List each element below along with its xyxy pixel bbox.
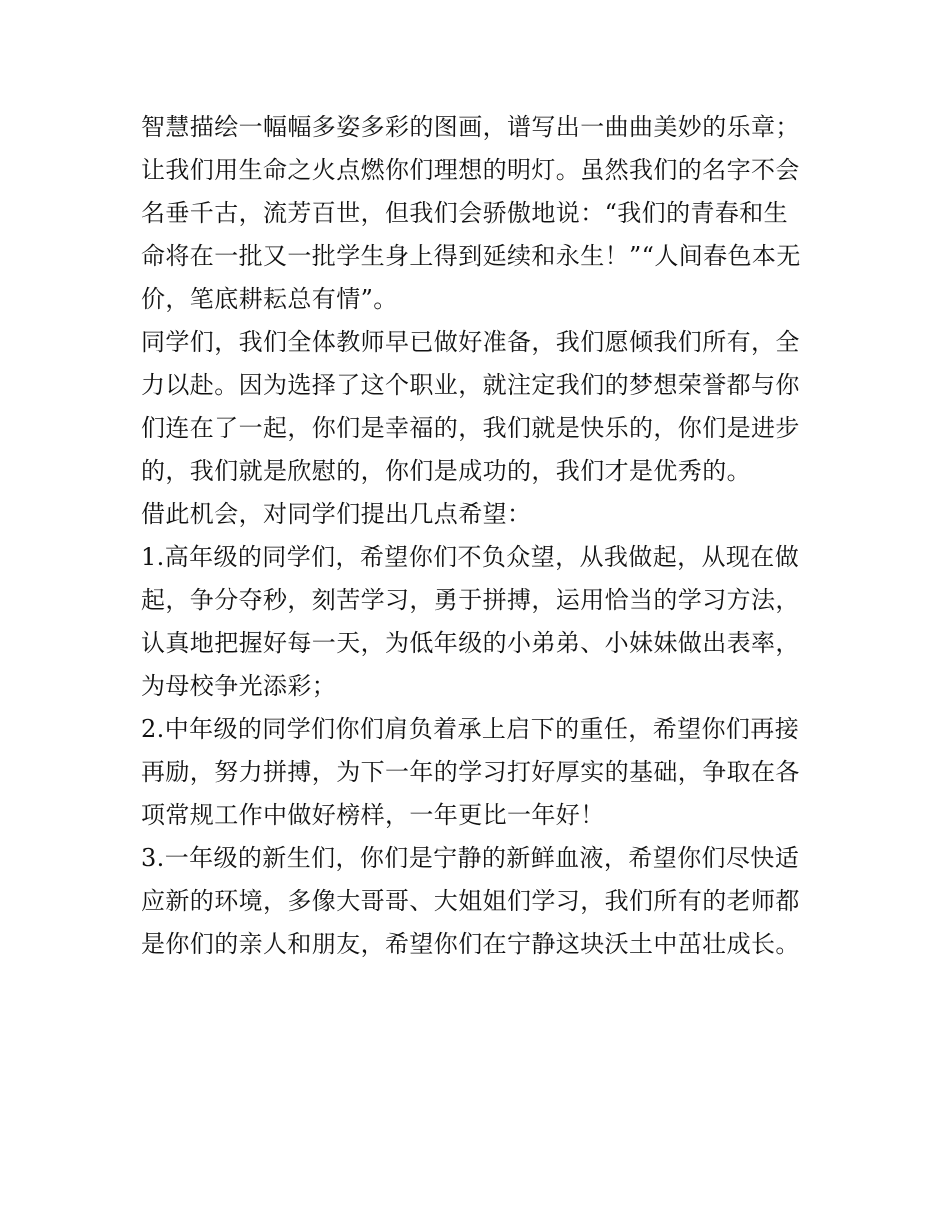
text-line: 让我们用生命之火点燃你们理想的明灯。虽然我们的名字不会 <box>141 156 800 184</box>
text-line: 同学们，我们全体教师早已做好准备，我们愿倾我们所有，全 <box>141 328 800 356</box>
text-line: 2.中年级的同学们你们肩负着承上启下的重任，希望你们再接 <box>141 715 800 743</box>
text-line: 力以赴。因为选择了这个职业，就注定我们的梦想荣誉都与你 <box>141 371 800 399</box>
text-line: 为母校争光添彩； <box>141 672 337 700</box>
text-line: 再励，努力拼搏，为下一年的学习打好厚实的基础，争取在各 <box>141 758 800 786</box>
text-line: 名垂千古，流芳百世，但我们会骄傲地说：“我们的青春和生 <box>141 199 789 227</box>
text-line: 3.一年级的新生们，你们是宁静的新鲜血液，希望你们尽快适 <box>141 844 800 872</box>
text-line: 命将在一批又一批学生身上得到延续和永生！”“人间春色本无 <box>141 242 801 270</box>
text-line: 1.高年级的同学们，希望你们不负众望，从我做起，从现在做 <box>141 543 800 571</box>
text-line: 智慧描绘一幅幅多姿多彩的图画，谱写出一曲曲美妙的乐章； <box>141 113 800 141</box>
text-line: 的，我们就是欣慰的，你们是成功的，我们才是优秀的。 <box>141 457 751 485</box>
text-line: 价，笔底耕耘总有情”。 <box>141 285 398 313</box>
text-line: 是你们的亲人和朋友，希望你们在宁静这块沃土中茁壮成长。 <box>141 930 800 958</box>
document-text-body <box>141 106 821 966</box>
text-line: 应新的环境，多像大哥哥、大姐姐们学习，我们所有的老师都 <box>141 887 800 915</box>
text-line: 借此机会，对同学们提出几点希望： <box>141 500 532 528</box>
text-line: 起，争分夺秒，刻苦学习，勇于拼搏，运用恰当的学习方法， <box>141 586 800 614</box>
text-line: 项常规工作中做好榜样，一年更比一年好！ <box>141 801 605 829</box>
text-line: 认真地把握好每一天，为低年级的小弟弟、小妹妹做出表率， <box>141 629 800 657</box>
text-line: 们连在了一起，你们是幸福的，我们就是快乐的，你们是进步 <box>141 414 800 442</box>
